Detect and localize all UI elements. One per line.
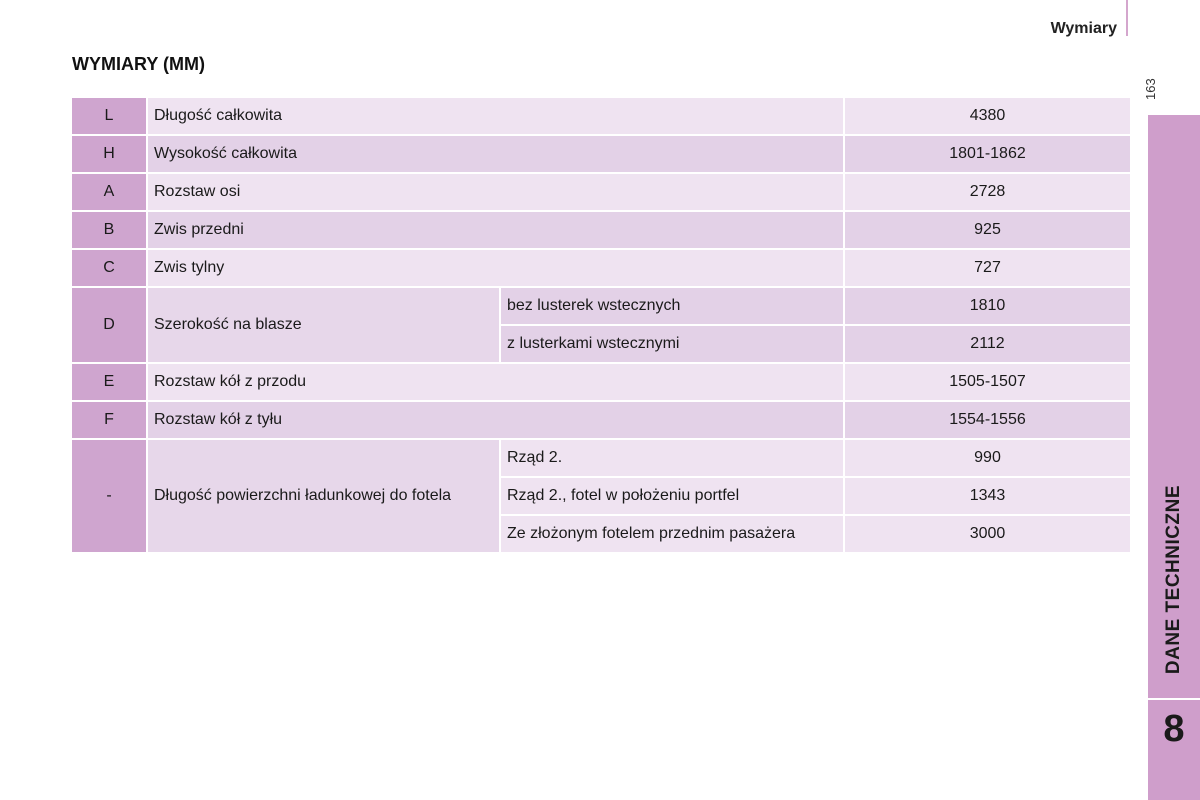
dimension-value: 2112 bbox=[844, 325, 1131, 363]
dimension-value: 1554-1556 bbox=[844, 401, 1131, 439]
dimension-name: Długość całkowita bbox=[147, 97, 844, 135]
dimension-value: 727 bbox=[844, 249, 1131, 287]
dimension-key: - bbox=[71, 439, 147, 553]
document-title: WYMIARY (MM) bbox=[72, 54, 205, 74]
dimension-name: Rozstaw kół z przodu bbox=[147, 363, 844, 401]
table-row bbox=[71, 363, 1131, 401]
table-row bbox=[71, 173, 1131, 211]
dimension-value: 1343 bbox=[844, 477, 1131, 515]
dimension-name: Rozstaw osi bbox=[147, 173, 844, 211]
table-row bbox=[71, 97, 1131, 135]
dimension-name: Zwis tylny bbox=[147, 249, 844, 287]
dimension-name: Zwis przedni bbox=[147, 211, 844, 249]
dimension-name: Długość powierzchni ładunkowej do fotela bbox=[147, 439, 500, 553]
dimensions-table bbox=[70, 96, 1132, 554]
dimension-name: Wysokość całkowita bbox=[147, 135, 844, 173]
section-label bbox=[1148, 470, 1200, 690]
dimension-key: B bbox=[71, 211, 147, 249]
table-row bbox=[71, 135, 1131, 173]
section-label-text: DANE TECHNICZNE bbox=[1163, 485, 1184, 675]
dimension-value: 2728 bbox=[844, 173, 1131, 211]
dimension-key: C bbox=[71, 249, 147, 287]
header-divider bbox=[1126, 0, 1128, 36]
table-row bbox=[71, 211, 1131, 249]
table-row bbox=[71, 249, 1131, 287]
table-row bbox=[71, 287, 1131, 325]
dimension-name: Rozstaw kół z tyłu bbox=[147, 401, 844, 439]
dimension-key: F bbox=[71, 401, 147, 439]
dimension-key: L bbox=[71, 97, 147, 135]
dimension-key: E bbox=[71, 363, 147, 401]
dimension-sub-label: bez lusterek wstecznych bbox=[500, 287, 844, 325]
table-row bbox=[71, 439, 1131, 477]
page-header-title: Wymiary bbox=[1050, 20, 1117, 37]
table-row bbox=[71, 401, 1131, 439]
dimension-sub-label: z lusterkami wstecznymi bbox=[500, 325, 844, 363]
dimension-value: 3000 bbox=[844, 515, 1131, 553]
dimension-sub-label: Rząd 2., fotel w położeniu portfel bbox=[500, 477, 844, 515]
dimension-key: D bbox=[71, 287, 147, 363]
dimension-sub-label: Rząd 2. bbox=[500, 439, 844, 477]
dimension-value: 4380 bbox=[844, 97, 1131, 135]
dimension-key: A bbox=[71, 173, 147, 211]
dimension-key: H bbox=[71, 135, 147, 173]
dimension-sub-label: Ze złożonym fotelem przednim pasażera bbox=[500, 515, 844, 553]
dimension-name: Szerokość na blasze bbox=[147, 287, 500, 363]
dimension-value: 990 bbox=[844, 439, 1131, 477]
page-number: 163 bbox=[1143, 78, 1158, 100]
sidebar-divider bbox=[1148, 698, 1200, 700]
chapter-number: 8 bbox=[1163, 707, 1185, 750]
dimension-value: 1801-1862 bbox=[844, 135, 1131, 173]
dimension-value: 1810 bbox=[844, 287, 1131, 325]
dimension-value: 925 bbox=[844, 211, 1131, 249]
dimension-value: 1505-1507 bbox=[844, 363, 1131, 401]
